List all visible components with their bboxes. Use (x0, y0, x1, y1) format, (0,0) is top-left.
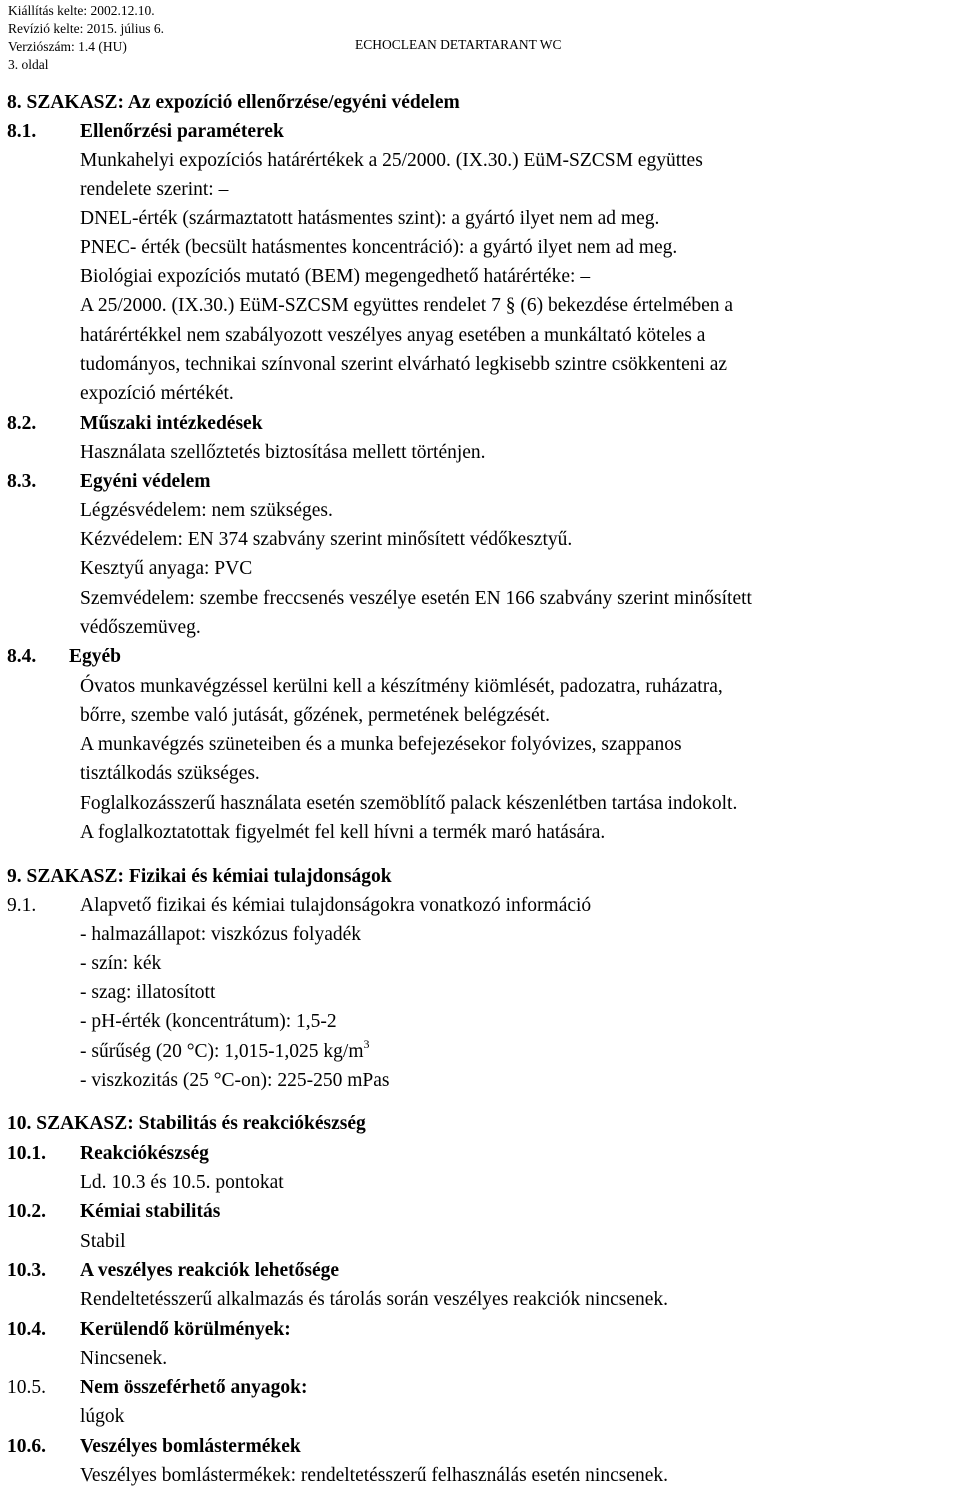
subsection-number: 10.3. (7, 1260, 46, 1281)
paragraph-line: bőrre, szembe való jutását, gőzének, permetének belégzését. (80, 705, 550, 726)
subsection-number: 8.3. (7, 471, 37, 492)
subsection-heading: Ellenőrzési paraméterek (80, 121, 284, 142)
subsection-heading: Alapvető fizikai és kémiai tulajdonságokra vonatkozó információ (80, 895, 592, 916)
density-superscript: 3 (363, 1037, 370, 1051)
property-line: - pH-érték (koncentrátum): 1,5-2 (80, 1011, 337, 1032)
page-number: 3. oldal (8, 57, 49, 72)
subsection-heading: Veszélyes bomlástermékek (80, 1436, 301, 1457)
paragraph-line: A foglalkoztatottak figyelmét fel kell hívni a termék maró hatására. (80, 822, 606, 843)
section-10-title: 10. SZAKASZ: Stabilitás és reakciókészség (7, 1113, 366, 1134)
paragraph-line: Kesztyű anyaga: PVC (80, 558, 253, 579)
subsection-heading: A veszélyes reakciók lehetősége (80, 1260, 340, 1281)
subsection-number: 10.2. (7, 1201, 46, 1222)
revision-date: Revízió kelte: 2015. július 6. (8, 21, 164, 36)
density-line (80, 1037, 370, 1064)
subsection-number: 10.4. (7, 1319, 46, 1340)
section-8-title: 8. SZAKASZ: Az expozíció ellenőrzése/egyéni védelem (7, 92, 460, 113)
paragraph-line: védőszemüveg. (80, 617, 201, 638)
property-line: - szín: kék (80, 953, 162, 974)
paragraph-line: Foglalkozásszerű használata esetén szemöblítő palack készenlétben tartása indokolt. (80, 793, 738, 814)
paragraph-line: tudományos, technikai színvonal szerint elvárható legkisebb szintre csökkenteni az (80, 354, 728, 375)
subsection-heading: Kerülendő körülmények: (80, 1319, 291, 1340)
paragraph-line: Óvatos munkavégzéssel kerülni kell a készítmény kiömlését, padozatra, ruházatra, (80, 676, 723, 697)
paragraph-line: Veszélyes bomlástermékek: rendeltetésszerű felhasználás esetén nincsenek. (80, 1465, 668, 1486)
paragraph-line: A munkavégzés szüneteiben és a munka befejezésekor folyóvizes, szappanos (80, 734, 682, 755)
paragraph-line: Munkahelyi expozíciós határértékek a 25/2000. (IX.30.) EüM-SZCSM együttes (80, 150, 703, 171)
subsection-heading: Műszaki intézkedések (80, 413, 263, 434)
paragraph-line: PNEC- érték (becsült hatásmentes koncentráció): a gyártó ilyet nem ad meg. (80, 237, 678, 258)
subsection-number: 10.5. (7, 1377, 46, 1398)
paragraph-line: Használata szellőztetés biztosítása mellett történjen. (80, 442, 486, 463)
subsection-number: 10.6. (7, 1436, 46, 1457)
paragraph-line: DNEL-érték (származtatott hatásmentes szint): a gyártó ilyet nem ad meg. (80, 208, 660, 229)
density-text: - sűrűség (20 °C): 1,015-1,025 kg/m (80, 1041, 364, 1062)
subsection-heading: Nem összeférhető anyagok: (80, 1377, 308, 1398)
paragraph-line: Kézvédelem: EN 374 szabvány szerint minősített védőkesztyű. (80, 529, 573, 550)
subsection-number: 9.1. (7, 895, 37, 916)
version-number: Verziószám: 1.4 (HU) (8, 39, 127, 54)
paragraph-line: Stabil (80, 1231, 126, 1252)
product-name: ECHOCLEAN DETARTARANT WC (355, 37, 562, 52)
property-line: - viszkozitás (25 °C-on): 225-250 mPas (80, 1070, 390, 1091)
paragraph-line: Nincsenek. (80, 1348, 168, 1369)
paragraph-line: expozíció mértékét. (80, 383, 234, 404)
paragraph-line: rendelete szerint: – (80, 179, 229, 200)
paragraph-line: tisztálkodás szükséges. (80, 763, 260, 784)
subsection-number: 8.1. (7, 121, 37, 142)
paragraph-line: Ld. 10.3 és 10.5. pontokat (80, 1172, 284, 1193)
paragraph-line: lúgok (80, 1406, 125, 1427)
property-line: - halmazállapot: viszkózus folyadék (80, 924, 362, 945)
paragraph-line: Rendeltetésszerű alkalmazás és tárolás során veszélyes reakciók nincsenek. (80, 1289, 668, 1310)
paragraph-line: Biológiai expozíciós mutató (BEM) megengedhető határértéke: – (80, 266, 591, 287)
subsection-heading: Egyéni védelem (80, 471, 211, 492)
paragraph-line: Szemvédelem: szembe freccsenés veszélye esetén EN 166 szabvány szerint minősített (80, 588, 752, 609)
subsection-number: 8.2. (7, 413, 37, 434)
paragraph-line: határértékkel nem szabályozott veszélyes anyag esetében a munkáltató köteles a (80, 325, 706, 346)
section-9-title: 9. SZAKASZ: Fizikai és kémiai tulajdonságok (7, 866, 392, 887)
subsection-heading: Egyéb (69, 646, 122, 667)
issue-date: Kiállítás kelte: 2002.12.10. (8, 3, 155, 18)
subsection-number: 10.1. (7, 1143, 46, 1164)
paragraph-line: Légzésvédelem: nem szükséges. (80, 500, 333, 521)
subsection-heading: Kémiai stabilitás (80, 1201, 221, 1222)
subsection-number: 8.4. (7, 646, 37, 667)
subsection-heading: Reakciókészség (80, 1143, 209, 1164)
property-line: - szag: illatosított (80, 982, 216, 1003)
paragraph-line: A 25/2000. (IX.30.) EüM-SZCSM együttes rendelet 7 § (6) bekezdése értelmében a (80, 295, 734, 316)
